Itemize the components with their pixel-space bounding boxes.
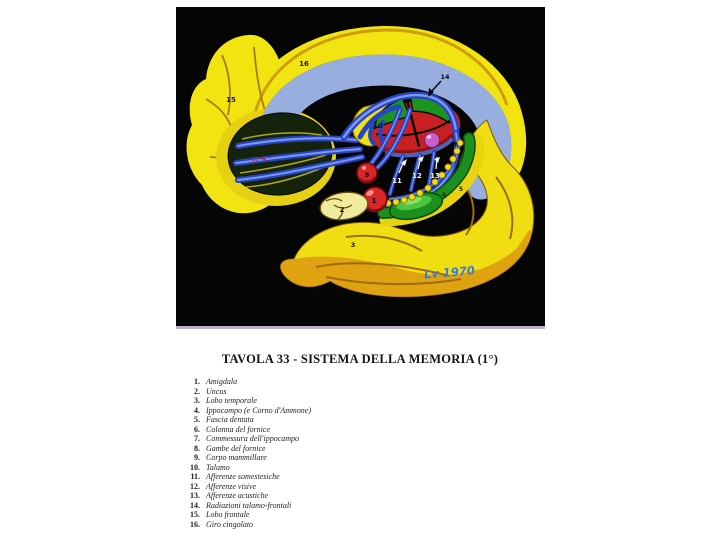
legend-item: [184, 510, 311, 520]
legend-number: 7.: [194, 434, 200, 443]
legend-label: Lobo frontale: [206, 510, 250, 519]
legend-item: [184, 387, 311, 397]
legend-item: [184, 501, 311, 511]
figure-label-13-left: 13: [251, 157, 259, 163]
legend-number: 4.: [194, 405, 200, 415]
legend-number: 14.: [190, 500, 200, 510]
legend-number: 9.: [194, 453, 200, 462]
legend-item: [184, 463, 311, 473]
pink-nucleus: [425, 133, 440, 148]
legend-label: Ippocampo (e Corno d'Ammone): [206, 405, 312, 415]
legend-label: Lobo temporale: [206, 396, 257, 405]
legend-number: 3.: [194, 396, 200, 405]
legend-label: Gambe del fornice: [206, 443, 266, 453]
legend-label: Giro cingolato: [206, 519, 254, 529]
legend-number: 10.: [190, 462, 200, 472]
legend-item: [184, 434, 311, 444]
legend-item: [184, 444, 311, 454]
figure-label-6: 6: [453, 140, 459, 148]
legend: [184, 377, 311, 529]
figure-label-10: 10: [373, 122, 383, 130]
legend-number: 13.: [190, 491, 200, 500]
legend-number: 16.: [190, 519, 200, 529]
legend-item: [184, 472, 311, 482]
legend-number: 15.: [190, 510, 200, 519]
figure-label-15: 15: [226, 96, 236, 104]
legend-label: Colonna del fornice: [206, 424, 270, 434]
figure-label-14: 14: [440, 73, 450, 81]
figure-label-12: 12: [412, 172, 422, 180]
legend-label: Corpo mammillare: [206, 453, 267, 462]
figure-label-5: 5: [458, 186, 464, 193]
legend-label: Talamo: [206, 462, 230, 472]
legend-label: Commessura dell'ippocampo: [206, 434, 300, 443]
legend-label: Afferenze acustiche: [206, 491, 269, 500]
legend-label: Afferenze visive: [206, 481, 257, 491]
figure-label-16: 16: [299, 60, 309, 68]
legend-label: Radiazioni talamo-frontali: [206, 500, 292, 510]
legend-item: [184, 425, 311, 435]
legend-number: 12.: [190, 481, 200, 491]
legend-label: Afferenze somestesiche: [206, 472, 280, 481]
artwork-panel: [176, 7, 545, 329]
legend-number: 2.: [194, 386, 200, 396]
figure-label-13: 13: [430, 172, 440, 180]
legend-item: [184, 491, 311, 501]
legend-item: [184, 520, 311, 530]
signature-initials: Lv: [423, 266, 440, 282]
legend-item: [184, 453, 311, 463]
legend-number: 6.: [194, 424, 200, 434]
legend-number: 1.: [194, 377, 200, 386]
plate-title: TAVOLA 33 - SISTEMA DELLA MEMORIA (1°): [221, 352, 499, 366]
mammillary-body: [357, 163, 377, 183]
legend-item: [184, 415, 311, 425]
legend-label: Uncus: [206, 386, 227, 396]
brain-figure-svg: [176, 7, 545, 329]
figure-label-3: 3: [350, 241, 356, 249]
legend-number: 11.: [190, 472, 200, 481]
figure-label-4: 4: [441, 192, 447, 199]
legend-number: 8.: [194, 443, 200, 453]
figure-label-11: 11: [392, 177, 402, 185]
legend-item: [184, 482, 311, 492]
legend-item: [184, 406, 311, 416]
figure-label-2: 2: [339, 206, 345, 214]
signature-year: 1970: [442, 263, 476, 280]
figure-label-1: 1: [371, 197, 377, 205]
figure-label-9: 9: [364, 171, 370, 179]
legend-label: Amigdala: [206, 377, 238, 386]
legend-item: [184, 396, 311, 406]
scan-edge-strip: [176, 326, 545, 329]
legend-label: Fascia dentata: [206, 415, 254, 424]
legend-item: [184, 377, 311, 387]
legend-number: 5.: [194, 415, 200, 424]
